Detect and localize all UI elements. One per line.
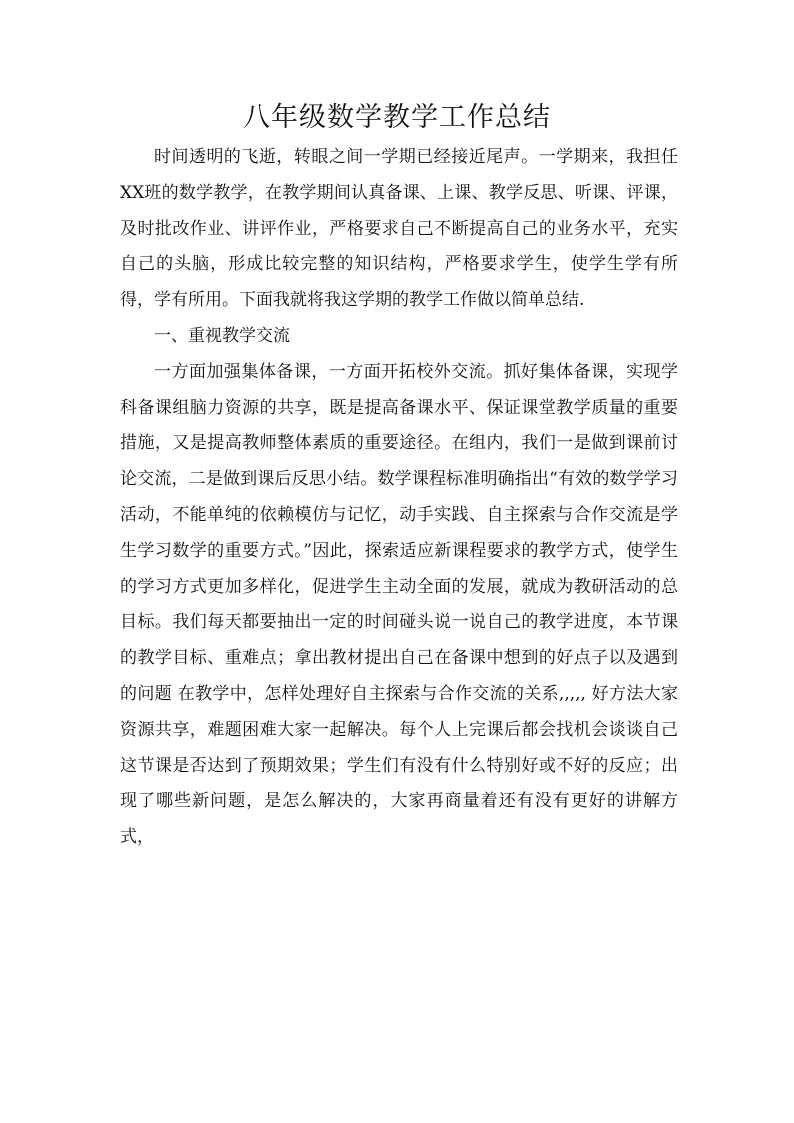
section-heading: 一、重视教学交流 [154,325,290,346]
document-body [120,140,678,856]
section-paragraph: 一方面加强集体备课，一方面开拓校外交流。抓好集体备课，实现学科备课组脑力资源的共享，既是提高备课水平、保证课堂教学质量的重要措施，又是提高教师整体素质的重要途径。在组内，我们一是做到课前讨论交流，二是做到课后反思小结。数学课程标准明确指出“有效的数学学习活动，不能单纯的依赖模仿与记忆，动手实践、自主探索与合作交流是学生学习数学的重要方式。”因此，探索适应新课程要求的教学方式，使学生的学习方式更加多样化，促进学生主动全面的发展，就成为教研活动的总目标。我们每天都要抽出一定的时间碰头说一说自己的教学进度，本节课的教学目标、重难点；拿出教材提出自己在备课中想到的好点子以及遇到的问题 在教学中，怎样处理好自主探索与合作交流的关系,,,,, 好方法大家资源共享，难题困难大家一起解决。每个人上完课后都会找机会谈谈自己这节课是否达到了预期效果；学生们有没有什么特别好或不好的反应；出现了哪些新问题，是怎么解决的，大家再商量着还有没有更好的讲解方式， [120,361,678,848]
intro-paragraph: 时间透明的飞逝，转眼之间一学期已经接近尾声。一学期来，我担任XX班的数学教学，在教学期间认真备课、上课、教学反思、听课、评课，及时批改作业、讲评作业，严格要求自己不断提高自己的业务水平，充实自己的头脑，形成比较完整的知识结构，严格要求学生，使学生学有所得，学有所用。下面我就将我这学期的教学工作做以简单总结. [120,147,678,311]
document-title: 八年级数学教学工作总结 [243,102,551,133]
